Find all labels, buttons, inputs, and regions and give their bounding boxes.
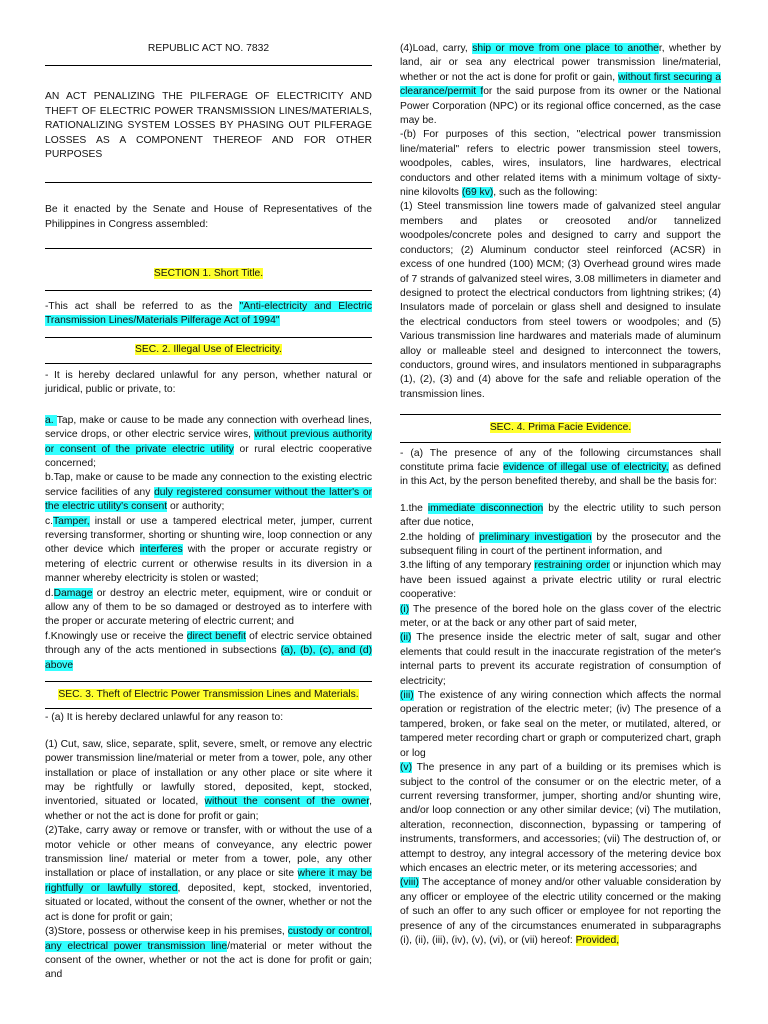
section-4-intro: - (a) The presence of any of the following circumstances shall constitute prima facie evidence of illegal use of electricity, as defined in this Act, by the person benefited thereby, and shall be the basis for: xyxy=(400,447,721,488)
section-1-heading: SECTION 1. Short Title. xyxy=(153,268,264,280)
subsection-1: (1) Cut, saw, slice, separate, split, severe, smelt, or remove any electric power transmission line/material or meter from a tower, pole, any other installation or place of installation or any other place or site where it may be rightfully or lawfully stored, deposited, kept, stocked, inventoried, situated or located, without the consent of the owner, whether or not the act is done for profit or gain; xyxy=(45,738,373,822)
divider xyxy=(45,337,372,338)
divider xyxy=(45,363,372,364)
divider xyxy=(400,442,721,443)
right-column xyxy=(400,0,721,948)
section-4-heading: SEC. 4. Prima Facie Evidence. xyxy=(489,422,632,434)
divider xyxy=(45,708,372,709)
circumstance-i: (i) The presence of the bored hole on the glass cover of the electric meter, or at the back or any other part of said meter, xyxy=(400,603,721,630)
divider xyxy=(45,248,372,249)
basis-3: 3.the lifting of any temporary restraining order or injunction which may have been issued against a private electric utility or rural electric cooperative: xyxy=(400,560,721,601)
circumstance-iii: (iii) The existence of any wiring connection which affects the normal operation or registration of the electric meter; (iv) The presence of a tampered, broken, or fake seal on the meter, or mutilated, altered, or tampered meter recording chart or graph or computerized chart, graph or log xyxy=(400,690,721,759)
circumstance-viii: (viii) The acceptance of money and/or other valuable consideration by any officer or employee of the electric utility concerned or the making of such an offer to any such officer or employee for not reporting the presence of any of the circumstances enumerated in subparagraphs (i), (ii), (iii), (iv), (v), (vi), or (vii) hereof: Provided, xyxy=(400,877,721,946)
left-column xyxy=(45,0,372,983)
enacting-clause: Be it enacted by the Senate and House of Representatives of the Philippines in Congress assembled: xyxy=(45,204,372,230)
subsection-3: (3)Store, possess or otherwise keep in his premises, custody or control, any electrical power transmission line/material or meter without the consent of the owner, whether or not the act is done for profit or gain; and xyxy=(45,926,373,981)
section-3-intro: - (a) It is hereby declared unlawful for any reason to: xyxy=(45,712,284,724)
divider xyxy=(45,65,372,66)
clause-c: c.Tamper, install or use a tampered electrical meter, jumper, current reversing transformer, shorting or shunting wire, loop connection or any other device which interferes with the proper or accurate registry or metering of electric current or otherwise results in its diversion in a manner whereby electricity is stolen or wasted; xyxy=(45,515,372,585)
circumstance-v: (v) The presence in any part of a building or its premises which is subject to the control of the consumer or on the electric meter, of a current reversing transformer, jumper, shorting and/or shunting wire, and/or loop connection or any other similar device; (vi) The mutilation, alteration, reconnection, disconnection, bypassing or tampering of instruments, transformers, and accessories; (vii) The destruction of, or attempt to destroy, any integral accessory of the metering device box which encases an electric meter, or its metering accessories; and xyxy=(400,762,721,874)
material-items: (1) Steel transmission line towers made of galvanized steel angular members and plates or creosoted and/or tannelized woodpoles/concrete poles and designed to carry and support the conductors; (2) Aluminum conductor steel reinforced (ACSR) in excess of one hundred (100) MCM; (3) Overhead ground wires made of 7 strands of galvanized steel wires, 3.08 millimeters in diameter and designed to protect the electrical conductors from lightning strikes; (4) Insulators made of porcelain or glass shell and designed to insulate the electrical conductors from steel towers or woodpoles; and (5) Various transmission line hardwares and materials made of aluminum alloy or malleable steel and designed to interconnect the towers, conductors, ground wires, and insulators mentioned in subparagraphs (1), (2), (3) and (4) above for the safe and reliable operation of the transmission lines. xyxy=(400,201,721,400)
divider xyxy=(45,681,372,682)
act-number: REPUBLIC ACT NO. 7832 xyxy=(147,43,270,54)
basis-2: 2.the holding of preliminary investigation by the prosecutor and the subsequent filing in court of the pertinent information, and xyxy=(400,531,721,557)
basis-1: 1.the immediate disconnection by the electric utility to such person after due notice, xyxy=(400,502,722,529)
section-2-intro: - It is hereby declared unlawful for any person, whether natural or juridical, public or private, to: xyxy=(45,369,372,396)
act-title: AN ACT PENALIZING THE PILFERAGE OF ELECTRICITY AND THEFT OF ELECTRIC POWER TRANSMISSION LINES/MATERIALS, RATIONALIZING SYSTEM LOSSES BY PHASING OUT PILFERAGE LOSSES AS A COMPONENT THEREOF AND FOR OTHER PURPOSES xyxy=(45,91,372,161)
clause-f: f.Knowingly use or receive the direct benefit of electric service obtained through any of the acts mentioned in subsections (a), (b), (c), and (d) above xyxy=(45,630,372,671)
section-3-heading: SEC. 3. Theft of Electric Power Transmission Lines and Materials. xyxy=(58,689,359,700)
subsection-b: -(b) For purposes of this section, "electrical power transmission line/material" refers to electric power transmission steel towers, woodpoles, cables, wires, insulators, line hardwares, electrical conductors and other related items with a minimum voltage of sixty-nine kilovolts (69 kv), such as the following: xyxy=(400,129,721,199)
circumstance-ii: (ii) The presence inside the electric meter of salt, sugar and other elements that could result in the inaccurate registration of the meter's internal parts to prevent its accurate registration of consumption of electricity; xyxy=(400,632,721,687)
divider xyxy=(45,182,372,183)
divider xyxy=(400,414,721,415)
clause-d: d.Damage or destroy an electric meter, equipment, wire or conduit or allow any of them to be so damaged or destroyed as to interfere with the proper or accurate metering of electric current; and xyxy=(45,587,372,628)
subsection-2: (2)Take, carry away or remove or transfer, with or without the use of a motor vehicle or other means of conveyance, any electric power transmission line/ material or meter from a tower, pole, any other installation or place of installation, or any place or site where it may be rightfully or lawfully stored, deposited, kept, stocked, inventoried, situated or located, without the consent of the owner, whether or not the act is done for profit or gain; xyxy=(45,825,372,923)
section-2-heading: SEC. 2. Illegal Use of Electricity. xyxy=(135,344,282,356)
divider xyxy=(45,290,372,291)
subsection-4: (4)Load, carry, ship or move from one place to another, whether by land, air or sea any electrical power transmission line/material, whether or not the act is done for profit or gain, without first securing a clearance/permit for the said purpose from its owner or the National Power Corporation (NPC) or its regional office concerned, as the case may be. xyxy=(400,43,721,127)
section-1-text: -This act shall be referred to as the "Anti-electricity and Electric Transmission Lines/Materials Pilferage Act of 1994" xyxy=(45,300,372,327)
clause-a: a. Tap, make or cause to be made any connection with overhead lines, service drops, or other electric service wires, without previous authority or consent of the private electric utility or rural electric cooperative concerned; xyxy=(45,414,373,469)
clause-b: b.Tap, make or cause to be made any connection to the existing electric service facilities of any duly registered consumer without the latter's or the electric utility's consent or authority; xyxy=(45,472,372,513)
